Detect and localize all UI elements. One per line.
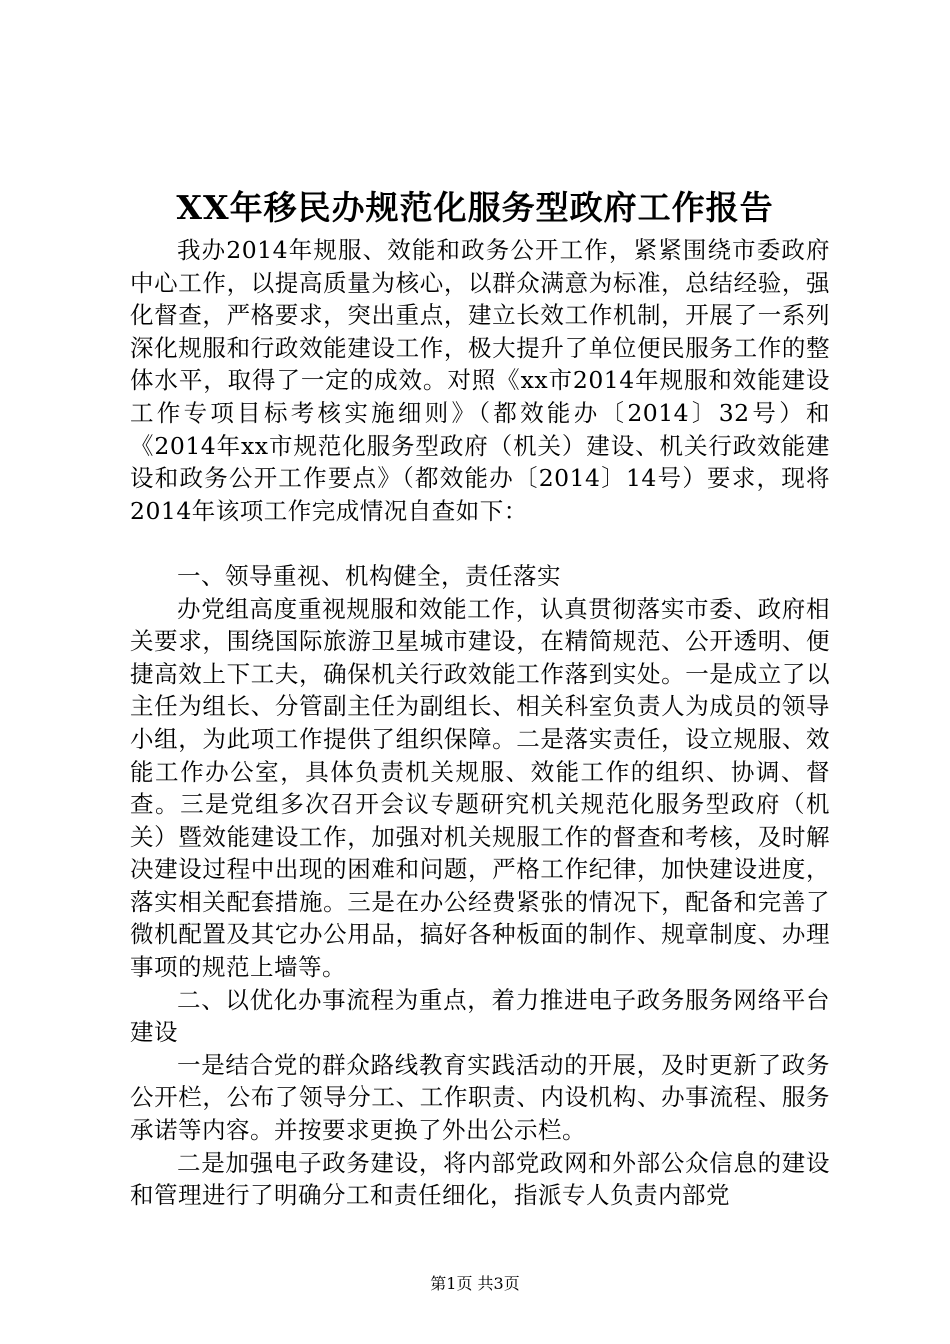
paragraph-spacer bbox=[130, 527, 830, 560]
section-heading-2: 二、以优化办事流程为重点，着力推进电子政务服务网络平台建设 bbox=[130, 985, 830, 1047]
intro-paragraph: 我办2014年规服、效能和政务公开工作，紧紧围绕市委政府中心工作，以提高质量为核心，以群众满意为标准，总结经验，强化督查，严格要求，突出重点，建立长效工作机制，开展了一系列深化规服和行政效能建设工作，极大提升了单位便民服务工作的整体水平，取得了一定的成效。对照《xx市2014年规服和效能建设工作专项目标考核实施细则》（都效能办〔2014〕32号）和《2014年xx市规范化服务型政府（机关）建设、机关行政效能建设和政务公开工作要点》（都效能办〔2014〕14号）要求，现将2014年该项工作完成情况自查如下： bbox=[130, 236, 830, 525]
document-body bbox=[130, 234, 830, 1212]
section-2-paragraph-2: 二是加强电子政务建设，将内部党政网和外部公众信息的建设和管理进行了明确分工和责任细化，指派专人负责内部党 bbox=[130, 1148, 830, 1210]
document-title: XX年移民办规范化服务型政府工作报告 bbox=[176, 188, 774, 227]
section-2-paragraph-1: 一是结合党的群众路线教育实践活动的开展，及时更新了政务公开栏，公布了领导分工、工作职责、内设机构、办事流程、服务承诺等内容。并按要求更换了外出公示栏。 bbox=[130, 1050, 830, 1145]
section-heading-1: 一、领导重视、机构健全，责任落实 bbox=[177, 561, 561, 590]
page-footer: 第1页 共3页 bbox=[430, 1274, 520, 1293]
section-1-paragraph: 办党组高度重视规服和效能工作，认真贯彻落实市委、政府相关要求，围绕国际旅游卫星城市建设，在精简规范、公开透明、便捷高效上下工夫，确保机关行政效能工作落到实处。一是成立了以主任为组长、分管副主任为副组长、相关科室负责人为成员的领导小组，为此项工作提供了组织保障。二是落实责任，设立规服、效能工作办公室，具体负责机关规服、效能工作的组织、协调、督查。三是党组多次召开会议专题研究机关规范化服务型政府（机关）暨效能建设工作，加强对机关规服工作的督查和考核，及时解决建设过程中出现的困难和问题，严格工作纪律，加快建设进度，落实相关配套措施。三是在办公经费紧张的情况下，配备和完善了微机配置及其它办公用品，搞好各种板面的制作、规章制度、办理事项的规范上墙等。 bbox=[130, 594, 830, 982]
